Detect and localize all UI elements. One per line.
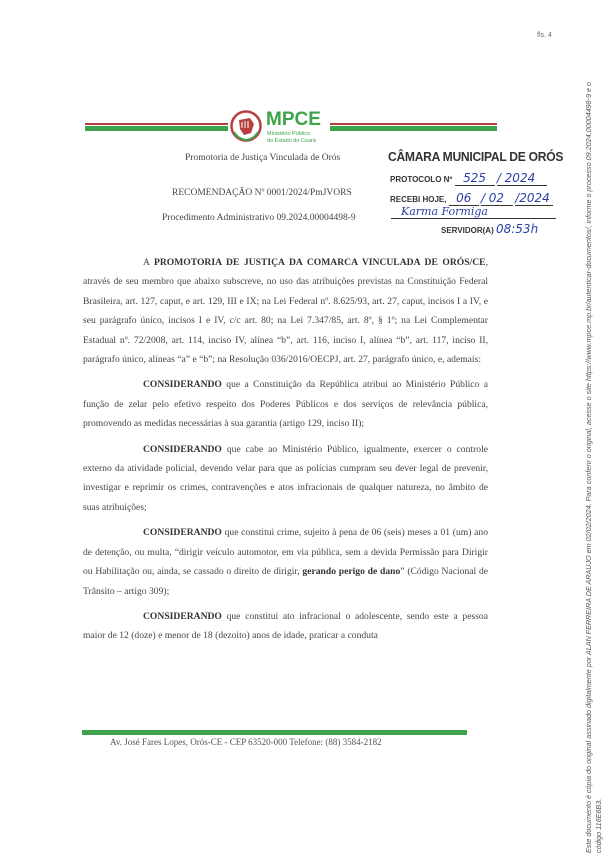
considerando-label: CONSIDERANDO — [143, 379, 222, 391]
authentication-note: Este documento é cópia do original assinado digitalmente por ALAN FERREIRA DE ARAUJO em 02/02/2024. Para conferir o original, acesse o site https://www.mpce.mp.br/autenticar-documentos/, informe o processo 09.2024.00004498-9 e o código 116E6B3. — [584, 82, 603, 853]
servidor-signature: Karma Formiga — [391, 205, 556, 219]
seal-icon — [230, 110, 262, 142]
considerando-text-end: ” (Código Nacional de Trânsito – artigo 309); — [83, 566, 488, 597]
considerando-paragraph-3 — [83, 523, 488, 601]
considerando-paragraph-2 — [83, 440, 488, 518]
mpce-logo — [228, 108, 333, 148]
footer-address: Av. José Fares Lopes, Orós-CE - CEP 63520-000 Telefone: (88) 3584-2182 — [110, 737, 382, 747]
servidor-label: SERVIDOR(A) — [441, 226, 494, 235]
considerando-text: que a Constituição da República atribui ao Ministério Público a função de zelar pelo efetivo respeito dos Poderes Públicos e dos serviços de relevância pública, promovendo as medidas necessárias à sua garantia (artigo 129, inciso II); — [83, 379, 488, 430]
considerando-bold: gerando perigo de dano — [302, 566, 401, 578]
intro-paragraph — [83, 253, 488, 369]
procedimento-number: Procedimento Administrativo 09.2024.00004498-9 — [162, 213, 356, 223]
intro-a: A — [143, 257, 154, 268]
stamp-recebi-row: RECEBI HOJE, 06 / 02 /2024 — [390, 191, 553, 206]
considerando-paragraph-1 — [83, 375, 488, 433]
protocolo-number: 525 — [455, 171, 495, 186]
stamp-title: CÂMARA MUNICIPAL DE ORÓS — [388, 149, 564, 164]
received-year: 2024 — [519, 191, 550, 205]
promotoria-name: Promotoria de Justiça Vinculada de Orós — [185, 153, 341, 163]
received-day: 06 — [449, 191, 479, 206]
logo-line1: Ministério Público — [267, 131, 311, 137]
considerando-text: que constitui ato infracional o adolescente, sendo este a pessoa maior de 12 (doze) e menor de 18 (dezoito) anos de idade, praticar a conduta — [83, 610, 488, 642]
recomendacao-number: RECOMENDAÇÃO Nº 0001/2024/PmJVORS — [172, 188, 352, 198]
header-bar-left — [85, 123, 228, 132]
footer-bar — [82, 730, 467, 735]
servidor-row — [441, 222, 538, 236]
recebi-label: RECEBI HOJE, — [390, 195, 447, 204]
document-body — [83, 253, 488, 652]
considerando-text: que constitui crime, sujeito à pena de 06 (seis) meses a 01 (um) ano de detenção, ou multa, “dirigir veículo automotor, em via pública, sem a devida Permissão para Dirigir ou Habilitação ou, ainda, se cassado o direito de dirigir, — [83, 527, 488, 578]
logo-line2: do Estado do Ceará — [267, 138, 316, 144]
intro-rest: , através de seu membro que abaixo subscreve, no uso das atribuições previstas na Constituição Federal Brasileira, art. 127, caput, e art. 129, III e IX; na Lei Federal nº. 8.625/93, art. 27, caput, incisos I a IV, e seu parágrafo único, incisos I e IV, c/c art. 80; na Lei 7.347/85, art. 8º, § 1º; na Lei Complementar Estadual nº. 72/2008, art. 114, inciso IV, alínea “b”, art. 116, inciso I, alínea “b”, art. 117, inciso II, parágrafo único, alíneas “a” e “b”; na Resolução 036/2016/OECPJ, art. 27, parágrafo único, e, ademais: — [83, 257, 488, 366]
considerando-label: CONSIDERANDO — [143, 527, 222, 539]
protocolo-label: PROTOCOLO Nº — [390, 175, 453, 184]
logo-acronym: MPCE — [266, 109, 321, 130]
considerando-text: que cabe ao Ministério Público, igualmente, exercer o controle externo da atividade policial, devendo velar para que as polícias cumpram seu dever legal de prevenir, investigar e reprimir os crimes, contravenções e atos infracionais de qualquer natureza, no âmbito de suas atribuições; — [83, 443, 488, 513]
stamp-protocolo-row: PROTOCOLO Nº 525 / 2024 — [390, 171, 547, 186]
header-bar-right — [330, 123, 497, 132]
considerando-paragraph-4 — [83, 607, 488, 646]
received-month: 02 — [488, 191, 505, 205]
protocolo-year: 2024 — [504, 171, 536, 185]
considerando-label: CONSIDERANDO — [143, 610, 222, 622]
considerando-label: CONSIDERANDO — [143, 443, 222, 455]
received-time: 08:53h — [495, 222, 539, 236]
intro-bold: PROMOTORIA DE JUSTIÇA DA COMARCA VINCULADA DE ORÓS/CE — [153, 257, 486, 268]
page-number: fls. 4 — [537, 32, 552, 39]
